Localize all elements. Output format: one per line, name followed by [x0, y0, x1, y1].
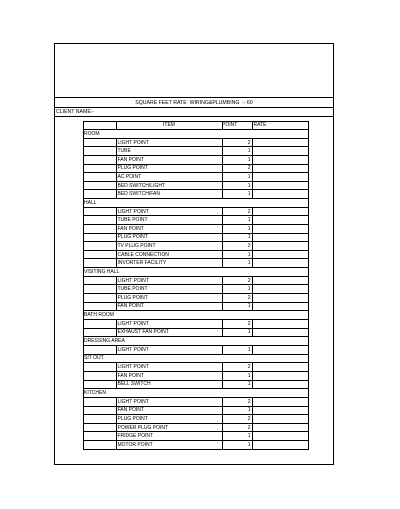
item-rate	[252, 216, 310, 224]
section-row	[83, 130, 308, 139]
item-name: POWER PLUG POINT	[117, 424, 169, 431]
item-rate	[252, 234, 310, 242]
column-divider	[222, 346, 223, 355]
item-point-count: 1	[247, 191, 251, 198]
item-point-count: 1	[247, 173, 251, 180]
item-point-count: 1	[247, 156, 251, 163]
sheet-header-blank	[55, 44, 333, 98]
item-name: LIGHT POINT	[117, 320, 149, 327]
item-name: PLUG POINT	[117, 415, 148, 422]
item-point-count: 2	[247, 208, 251, 215]
section-row	[83, 268, 308, 277]
item-rate	[252, 432, 310, 440]
item-rate	[252, 165, 310, 173]
rate-table	[83, 121, 308, 508]
item-name: LIGHT POINT	[117, 139, 149, 146]
client-name-label: CLIENT NAME:-	[55, 108, 333, 117]
column-divider	[116, 121, 117, 130]
item-point-count: 1	[247, 372, 251, 379]
section-label: BATH ROOM	[84, 312, 114, 319]
item-point-count: 1	[247, 217, 251, 224]
section-label: ROOM	[84, 130, 100, 137]
item-rate	[252, 346, 310, 354]
item-name: FAN POINT	[117, 156, 144, 163]
item-rate	[252, 208, 310, 216]
item-name: TUBE POINT	[117, 217, 148, 224]
column-divider	[116, 398, 117, 450]
column-divider	[252, 208, 253, 268]
column-divider	[222, 277, 223, 311]
item-name: FAN POINT	[117, 225, 144, 232]
item-name: BED SWITCH/LIGHT	[117, 182, 166, 189]
item-name: LIGHT POINT	[117, 346, 149, 353]
item-name: LIGHT POINT	[117, 398, 149, 405]
item-point-count: 1	[247, 407, 251, 414]
column-divider	[116, 208, 117, 268]
column-divider	[252, 277, 253, 311]
item-point-count: 2	[247, 398, 251, 405]
item-name: BELL SWITCH	[117, 381, 151, 388]
section-label: KITCHEN	[84, 390, 106, 397]
item-point-count: 2	[247, 139, 251, 146]
item-point-count: 1	[247, 346, 251, 353]
item-rate	[252, 398, 310, 406]
item-name: TUBE POINT	[117, 286, 148, 293]
item-point-count: 1	[247, 148, 251, 155]
item-point-count: 2	[247, 424, 251, 431]
item-rate	[252, 182, 310, 190]
section-label: HALL	[84, 199, 97, 206]
item-name: LIGHT POINT	[117, 277, 149, 284]
column-divider	[116, 363, 117, 389]
section-label: SIT OUT	[84, 355, 104, 362]
item-point-count: 1	[247, 225, 251, 232]
item-point-count: 1	[247, 303, 251, 310]
column-divider	[116, 320, 117, 337]
item-name: INVORTER FACILITY	[117, 260, 167, 267]
column-divider	[116, 346, 117, 355]
item-name: LIGHT POINT	[117, 208, 149, 215]
item-name: TUBE	[117, 148, 131, 155]
column-header-rate: RATE	[253, 122, 267, 128]
item-point-count: 2	[247, 277, 251, 284]
item-name: EXHAUST FAN POINT	[117, 329, 169, 336]
column-divider	[252, 121, 253, 130]
item-point-count: 1	[247, 286, 251, 293]
column-divider	[222, 208, 223, 268]
item-rate	[252, 407, 310, 415]
item-name: FAN POINT	[117, 372, 144, 379]
item-rate	[252, 294, 310, 302]
item-point-count: 1	[247, 234, 251, 241]
item-point-count: 1	[247, 433, 251, 440]
item-name: FAN POINT	[117, 303, 144, 310]
item-name: TV PLUG POINT	[117, 242, 156, 249]
column-divider	[222, 363, 223, 389]
item-rate	[252, 372, 310, 380]
item-rate	[252, 363, 310, 371]
column-header-item: ITEM	[163, 122, 175, 128]
item-name: FAN POINT	[117, 407, 144, 414]
item-rate	[252, 277, 310, 285]
item-rate	[252, 225, 310, 233]
item-point-count: 1	[247, 182, 251, 189]
item-rate	[252, 441, 310, 449]
column-divider	[252, 139, 253, 199]
column-divider	[222, 139, 223, 199]
item-name: FRIDGE POINT	[117, 433, 154, 440]
item-point-count: 1	[247, 381, 251, 388]
item-point-count: 2	[247, 294, 251, 301]
column-divider	[252, 398, 253, 450]
section-label: VISITING HALL	[84, 268, 120, 275]
section-row	[83, 337, 308, 346]
item-rate	[252, 173, 310, 181]
item-rate	[252, 320, 310, 328]
item-name: PLUG POINT	[117, 165, 148, 172]
item-point-count: 3	[247, 242, 251, 249]
column-divider	[252, 320, 253, 337]
item-point-count: 1	[247, 441, 251, 448]
section-row	[83, 389, 308, 398]
item-rate	[252, 285, 310, 293]
item-name: CABLE CONNECTION	[117, 251, 169, 258]
item-point-count: 2	[247, 165, 251, 172]
column-header-point: POINT	[222, 122, 238, 128]
item-rate	[252, 147, 310, 155]
column-divider	[222, 398, 223, 450]
item-rate	[252, 259, 310, 267]
item-rate	[252, 139, 310, 147]
table-border-left	[83, 121, 84, 450]
column-divider	[116, 277, 117, 311]
item-rate	[252, 190, 310, 198]
section-row	[83, 199, 308, 208]
sheet-title: SQUARE FEET RATE WIRING&PLUMBING :- 60	[55, 98, 333, 108]
section-label: DRESSING AREA	[84, 338, 125, 345]
item-rate	[252, 251, 310, 259]
item-rate	[252, 303, 310, 311]
item-rate	[252, 381, 310, 389]
item-rate	[252, 156, 310, 164]
column-divider	[222, 121, 223, 130]
item-name: MOTOR POINT	[117, 441, 153, 448]
item-name: LIGHT POINT	[117, 364, 149, 371]
item-point-count: 1	[247, 251, 251, 258]
item-rate	[252, 329, 310, 337]
table-border-top	[83, 121, 308, 122]
section-row	[83, 355, 308, 364]
column-divider	[116, 139, 117, 199]
item-name: BED SWITCH/FAN	[117, 191, 161, 198]
column-divider	[222, 320, 223, 337]
item-point-count: 1	[247, 260, 251, 267]
item-point-count: 2	[247, 320, 251, 327]
table-border-right	[308, 121, 309, 450]
item-point-count: 2	[247, 364, 251, 371]
section-row	[83, 311, 308, 320]
column-divider	[252, 346, 253, 355]
item-point-count: 2	[247, 415, 251, 422]
item-point-count: 1	[247, 329, 251, 336]
rate-sheet	[54, 43, 334, 465]
item-name: AC POINT	[117, 173, 142, 180]
item-rate	[252, 424, 310, 432]
item-name: PLUG POINT	[117, 294, 148, 301]
item-rate	[252, 415, 310, 423]
item-name: PLUG POINT	[117, 234, 148, 241]
column-divider	[252, 363, 253, 389]
item-rate	[252, 242, 310, 250]
